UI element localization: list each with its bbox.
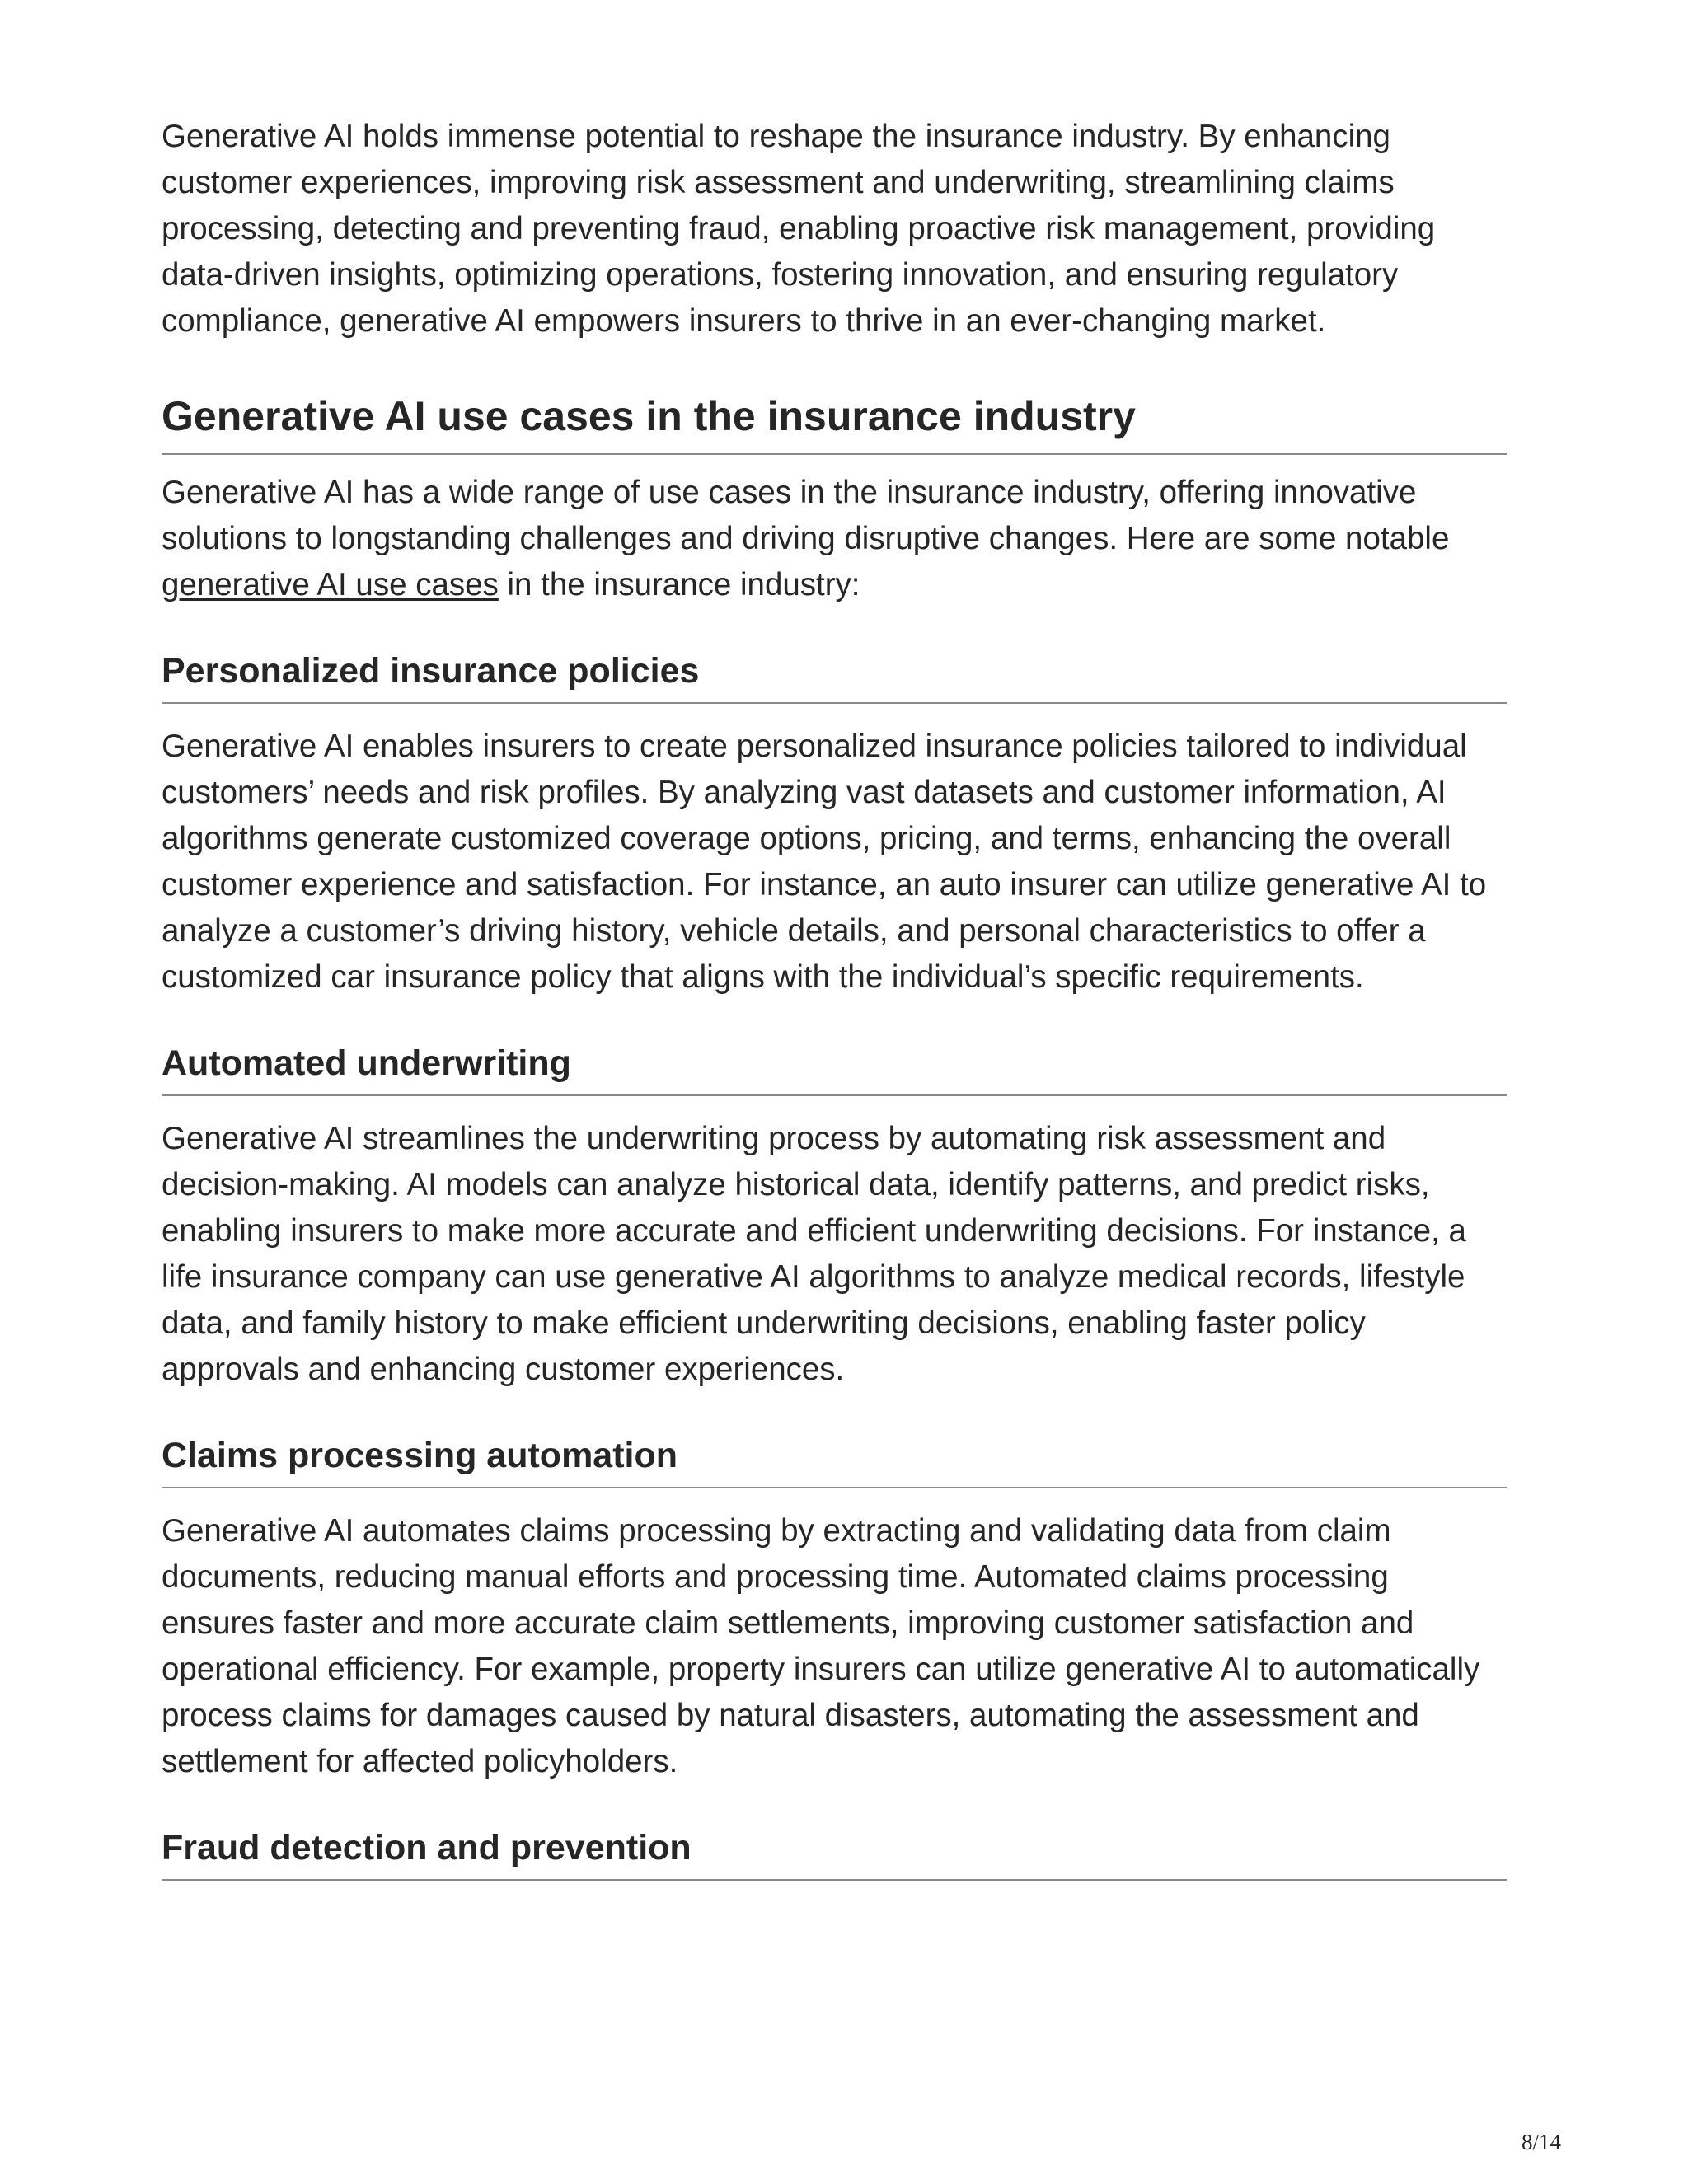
claims-processing-section xyxy=(162,1432,1507,1785)
automated-underwriting-section xyxy=(162,1040,1507,1393)
fraud-detection-section xyxy=(162,1825,1507,1881)
article-content xyxy=(162,114,1507,1920)
subheading-personalized-policies: Personalized insurance policies xyxy=(162,648,1507,704)
claims-processing-paragraph: Generative AI automates claims processing by extracting and validating data from claim documents, reducing manual efforts and processing time. Automated claims processing ensures faster and more accurate claim settlements, improving customer satisfaction and operational efficiency. For example, property insurers can utilize generative AI to automatically process claims for damages caused by natural disasters, automating the assessment and settlement for affected policyholders. xyxy=(162,1513,1480,1779)
personalized-policies-section xyxy=(162,648,1507,1001)
personalized-policies-paragraph: Generative AI enables insurers to create personalized insurance policies tailored to individual customers’ needs and risk profiles. By analyzing vast datasets and customer information, AI algorithms generate customized coverage options, pricing, and terms, enhancing the overall customer experience and satisfaction. For instance, an auto insurer can utilize generative AI to analyze a customer’s driving history, vehicle details, and personal characteristics to offer a customized car insurance policy that aligns with the individual’s specific requirements. xyxy=(162,729,1487,995)
use-cases-paragraph xyxy=(162,470,1507,608)
use-cases-text-end: in the insurance industry: xyxy=(498,567,860,602)
subheading-automated-underwriting: Automated underwriting xyxy=(162,1040,1507,1096)
use-cases-text-start: Generative AI has a wide range of use cases in the insurance industry, offering innovative solutions to longstanding challenges and driving disruptive changes. Here are some notable xyxy=(162,475,1450,556)
section-heading-use-cases: Generative AI use cases in the insurance industry xyxy=(162,391,1507,455)
subheading-fraud-detection: Fraud detection and prevention xyxy=(162,1825,1507,1881)
intro-paragraph: Generative AI holds immense potential to reshape the insurance industry. By enhancing customer experiences, improving risk assessment and underwriting, streamlining claims processing, detecting and preventing fraud, enabling proactive risk management, providing data-driven insights, optimizing operations, fostering innovation, and ensuring regulatory compliance, generative AI empowers insurers to thrive in an ever-changing market. xyxy=(162,119,1436,339)
use-cases-section xyxy=(162,391,1507,608)
automated-underwriting-paragraph: Generative AI streamlines the underwriting process by automating risk assessment and decision-making. AI models can analyze historical data, identify patterns, and predict risks, enabling insurers to make more accurate and efficient underwriting decisions. For instance, a life insurance company can use generative AI algorithms to analyze medical records, lifestyle data, and family history to make efficient underwriting decisions, enabling faster policy approvals and enhancing customer experiences. xyxy=(162,1121,1466,1387)
page-number: 8/14 xyxy=(1521,2130,1561,2154)
generative-ai-use-cases-link[interactable]: generative AI use cases xyxy=(162,567,499,602)
subheading-claims-processing: Claims processing automation xyxy=(162,1432,1507,1488)
